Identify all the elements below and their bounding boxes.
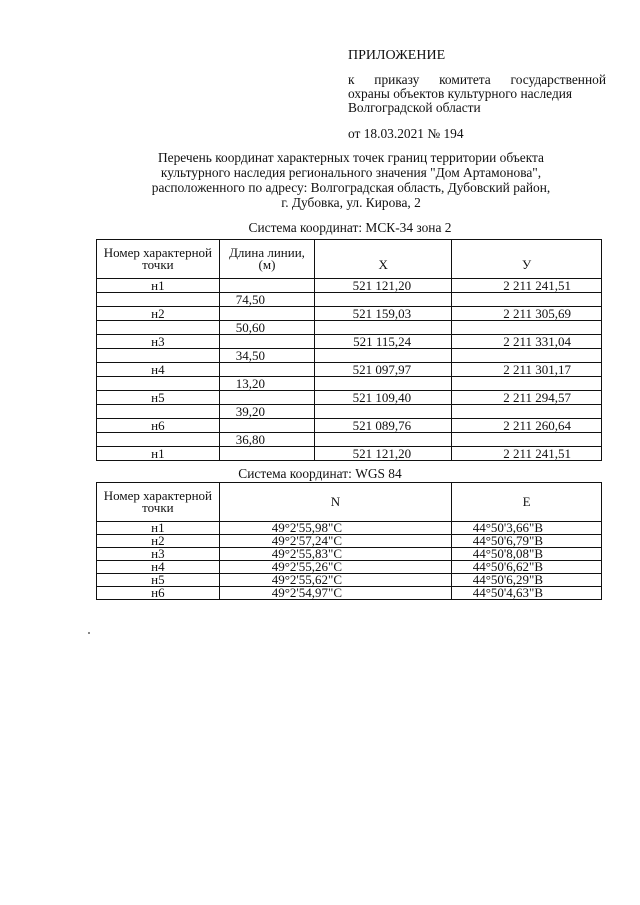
msk-line-length: 36,80 <box>219 433 315 447</box>
msk-empty-cell <box>452 377 602 391</box>
msk-point-row <box>97 335 602 349</box>
msk-point-row <box>97 307 602 321</box>
msk-length-row <box>97 293 602 307</box>
msk-empty-cell <box>452 405 602 419</box>
heading-line-2: культурного наследия регионального значения "Дом Артамонова", <box>160 165 542 180</box>
wgs-point-name: н4 <box>97 561 220 574</box>
heading-line-4: г. Дубовка, ул. Кирова, 2 <box>281 195 421 210</box>
msk-point-name: н4 <box>97 363 220 377</box>
msk-length-row <box>97 349 602 363</box>
msk-line-length: 34,50 <box>219 349 315 363</box>
msk-empty-cell <box>452 433 602 447</box>
msk-empty-cell <box>97 377 220 391</box>
msk-point-x: 521 159,03 <box>315 307 452 321</box>
msk-point-name: н2 <box>97 307 220 321</box>
msk-point-row <box>97 391 602 405</box>
msk-line-length: 39,20 <box>219 405 315 419</box>
wgs-table-caption: Система координат: WGS 84 <box>238 466 402 481</box>
msk-empty-cell <box>219 447 315 461</box>
wgs-point-name: н5 <box>97 574 220 587</box>
wgs-header-row <box>97 483 602 522</box>
msk-line-length: 74,50 <box>219 293 315 307</box>
wgs-point-name: н6 <box>97 587 220 600</box>
msk-point-name: н1 <box>97 447 220 461</box>
msk-empty-cell <box>315 349 452 363</box>
msk-point-y: 2 211 305,69 <box>452 307 602 321</box>
wgs-coordinates-table <box>96 482 602 600</box>
wgs-point-e: 44°50'6,79"В <box>452 535 602 548</box>
msk-header-length: Длина линии, (м) <box>219 240 315 279</box>
msk-empty-cell <box>219 419 315 433</box>
msk-empty-cell <box>315 293 452 307</box>
msk-header-y <box>452 240 602 279</box>
wgs-point-e: 44°50'6,62"В <box>452 561 602 574</box>
appendix-block <box>348 49 606 141</box>
msk-header-x <box>315 240 452 279</box>
msk-header-x-label: X <box>378 257 388 272</box>
msk-length-row <box>97 433 602 447</box>
wgs-point-n: 49°2'55,98"С <box>219 522 451 535</box>
heading-line-1: Перечень координат характерных точек границ территории объекта <box>158 150 544 165</box>
msk-point-y: 2 211 301,17 <box>452 363 602 377</box>
msk-point-row <box>97 419 602 433</box>
msk-coordinates-table <box>96 239 602 461</box>
wgs-row <box>97 587 602 600</box>
msk-empty-cell <box>219 279 315 293</box>
wgs-point-e: 44°50'8,08"В <box>452 548 602 561</box>
wgs-header-point: Номер характерной точки <box>97 483 220 522</box>
msk-empty-cell <box>452 349 602 363</box>
msk-point-y: 2 211 241,51 <box>452 447 602 461</box>
wgs-point-n: 49°2'55,26"С <box>219 561 451 574</box>
appendix-title: ПРИЛОЖЕНИЕ <box>348 48 446 63</box>
msk-point-x: 521 097,97 <box>315 363 452 377</box>
wgs-point-e: 44°50'4,63"В <box>452 587 602 600</box>
msk-empty-cell <box>452 321 602 335</box>
wgs-point-e: 44°50'3,66"В <box>452 522 602 535</box>
msk-point-x: 521 121,20 <box>315 447 452 461</box>
appendix-line-2: охраны объектов культурного наследия <box>348 86 573 101</box>
wgs-point-name: н2 <box>97 535 220 548</box>
msk-point-name: н3 <box>97 335 220 349</box>
wgs-point-name: н3 <box>97 548 220 561</box>
heading-line-3: расположенного по адресу: Волгоградская область, Дубовский район, <box>151 180 551 195</box>
msk-point-y: 2 211 331,04 <box>452 335 602 349</box>
msk-point-x: 521 115,24 <box>315 335 452 349</box>
document-heading <box>96 150 606 210</box>
msk-empty-cell <box>315 405 452 419</box>
scan-speck <box>88 632 90 634</box>
msk-empty-cell <box>315 321 452 335</box>
msk-length-row <box>97 321 602 335</box>
wgs-point-e: 44°50'6,29"В <box>452 574 602 587</box>
msk-empty-cell <box>219 335 315 349</box>
msk-length-row <box>97 377 602 391</box>
msk-empty-cell <box>452 293 602 307</box>
msk-empty-cell <box>219 391 315 405</box>
wgs-header-e <box>452 483 602 522</box>
msk-line-length: 50,60 <box>219 321 315 335</box>
msk-empty-cell <box>97 349 220 363</box>
msk-point-y: 2 211 241,51 <box>452 279 602 293</box>
appendix-date: от 18.03.2021 № 194 <box>348 126 464 141</box>
wgs-point-n: 49°2'55,62"С <box>219 574 451 587</box>
msk-empty-cell <box>97 405 220 419</box>
msk-header-row <box>97 240 602 279</box>
wgs-header-e-label: E <box>522 494 531 509</box>
msk-empty-cell <box>97 293 220 307</box>
msk-empty-cell <box>219 363 315 377</box>
msk-point-row <box>97 279 602 293</box>
msk-point-x: 521 089,76 <box>315 419 452 433</box>
appendix-line-1: к приказу комитета государственной <box>348 72 606 87</box>
msk-header-point: Номер характерной точки <box>97 240 220 279</box>
wgs-header-n <box>219 483 451 522</box>
wgs-point-n: 49°2'54,97"С <box>219 587 451 600</box>
msk-empty-cell <box>97 433 220 447</box>
msk-point-name: н1 <box>97 279 220 293</box>
msk-length-row <box>97 405 602 419</box>
msk-table-caption: Система координат: МСК-34 зона 2 <box>248 220 452 235</box>
wgs-point-n: 49°2'57,24"С <box>219 535 451 548</box>
msk-empty-cell <box>315 377 452 391</box>
msk-header-y-label: У <box>521 257 532 272</box>
msk-point-row <box>97 447 602 461</box>
msk-point-x: 521 109,40 <box>315 391 452 405</box>
wgs-point-name: н1 <box>97 522 220 535</box>
msk-point-y: 2 211 294,57 <box>452 391 602 405</box>
msk-point-y: 2 211 260,64 <box>452 419 602 433</box>
msk-point-x: 521 121,20 <box>315 279 452 293</box>
msk-point-name: н6 <box>97 419 220 433</box>
msk-point-name: н5 <box>97 391 220 405</box>
wgs-header-n-label: N <box>330 494 341 509</box>
wgs-point-n: 49°2'55,83"С <box>219 548 451 561</box>
msk-empty-cell <box>315 433 452 447</box>
msk-empty-cell <box>97 321 220 335</box>
msk-point-row <box>97 363 602 377</box>
appendix-line-3: Волгоградской области <box>348 100 481 115</box>
msk-line-length: 13,20 <box>219 377 315 391</box>
msk-empty-cell <box>219 307 315 321</box>
